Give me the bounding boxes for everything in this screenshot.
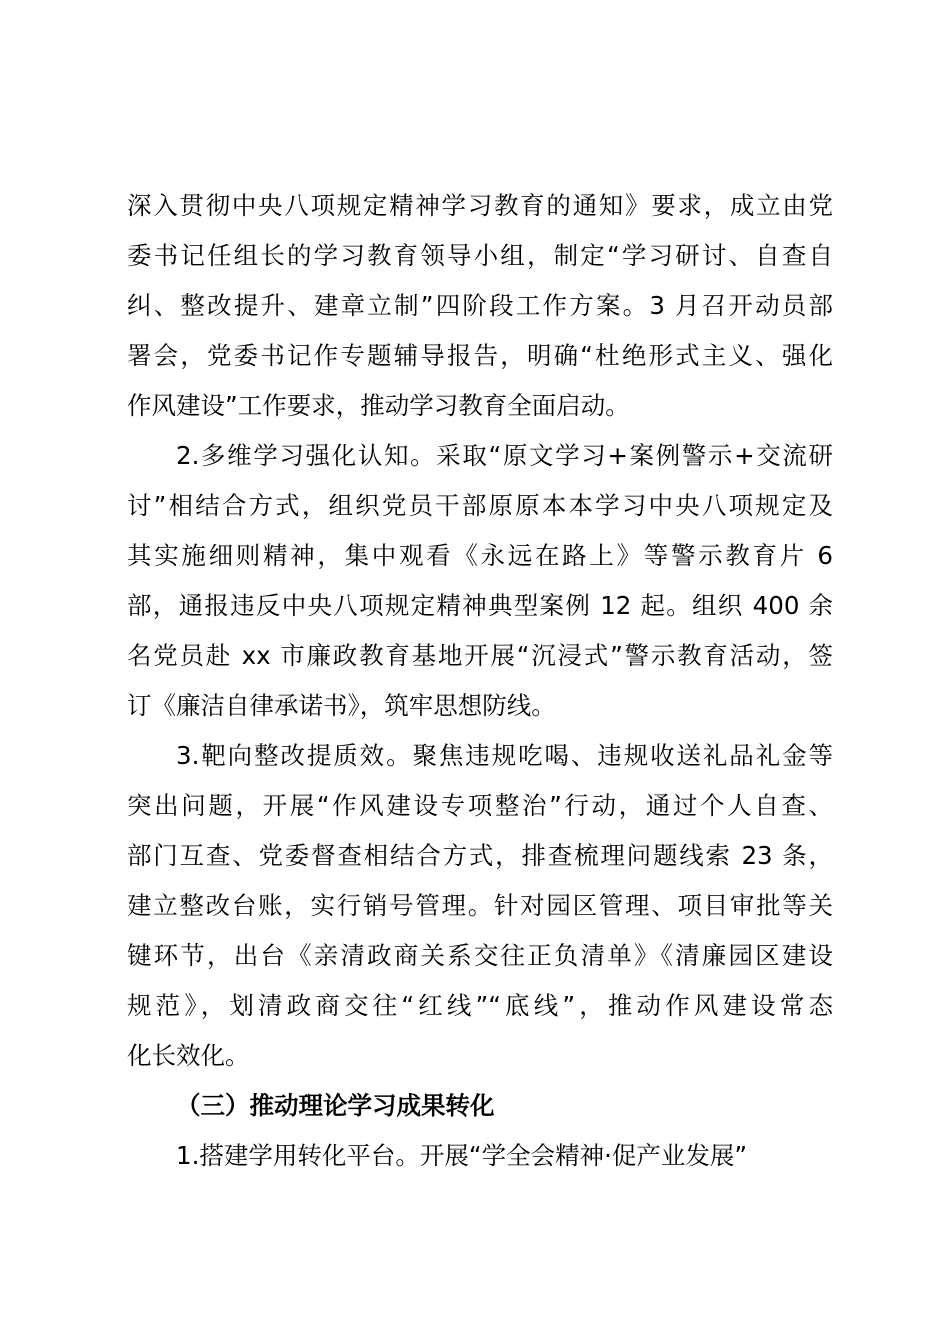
text-line: 署会，党委书记作专题辅导报告，明确“杜绝形式主义、强化	[127, 341, 833, 370]
text-line: 委书记任组长的学习教育领导小组，制定“学习研讨、自查自	[127, 241, 833, 270]
text-line: 订《廉洁自律承诺书》，筑牢思想防线。	[127, 691, 556, 720]
paragraph-multidimensional-learning	[127, 431, 833, 731]
text-line: 讨”相结合方式，组织党员干部原原本本学习中央八项规定及	[127, 491, 833, 520]
paragraph-leadership-setup	[127, 181, 833, 431]
section-heading	[127, 1081, 833, 1131]
text-line: 部门互查、党委督查相结合方式，排查梳理问题线索 23 条，	[127, 841, 833, 870]
text-line: 深入贯彻中央八项规定精神学习教育的通知》要求，成立由党	[127, 191, 833, 220]
text-line: 名党员赴 xx 市廉政教育基地开展“沉浸式”警示教育活动，签	[127, 641, 833, 670]
section-heading-text: （三）推动理论学习成果转化	[176, 1091, 495, 1120]
text-line: 作风建设”工作要求，推动学习教育全面启动。	[127, 391, 630, 420]
text-line: 1.搭建学用转化平台。开展“学全会精神·促产业发展”	[176, 1141, 748, 1170]
text-line: 规范》，划清政商交往“红线”“底线”，推动作风建设常态	[127, 991, 833, 1020]
paragraph-targeted-rectification	[127, 731, 833, 1081]
text-line: 键环节，出台《亲清政商关系交往正负清单》《清廉园区建设	[127, 941, 833, 970]
text-line: 化长效化。	[127, 1041, 250, 1070]
paragraph-learning-platform	[127, 1131, 833, 1181]
text-line: 3.靶向整改提质效。聚焦违规吃喝、违规收送礼品礼金等	[176, 741, 833, 770]
text-line: 纠、整改提升、建章立制”四阶段工作方案。3 月召开动员部	[127, 291, 833, 320]
text-line: 2.多维学习强化认知。采取“原文学习+案例警示+交流研	[176, 441, 833, 470]
text-line: 突出问题，开展“作风建设专项整治”行动，通过个人自查、	[127, 791, 833, 820]
text-line: 其实施细则精神，集中观看《永远在路上》等警示教育片 6	[127, 541, 833, 570]
text-line: 部，通报违反中央八项规定精神典型案例 12 起。组织 400 余	[127, 591, 833, 620]
text-line: 建立整改台账，实行销号管理。针对园区管理、项目审批等关	[127, 891, 833, 920]
document-body	[127, 181, 833, 1181]
